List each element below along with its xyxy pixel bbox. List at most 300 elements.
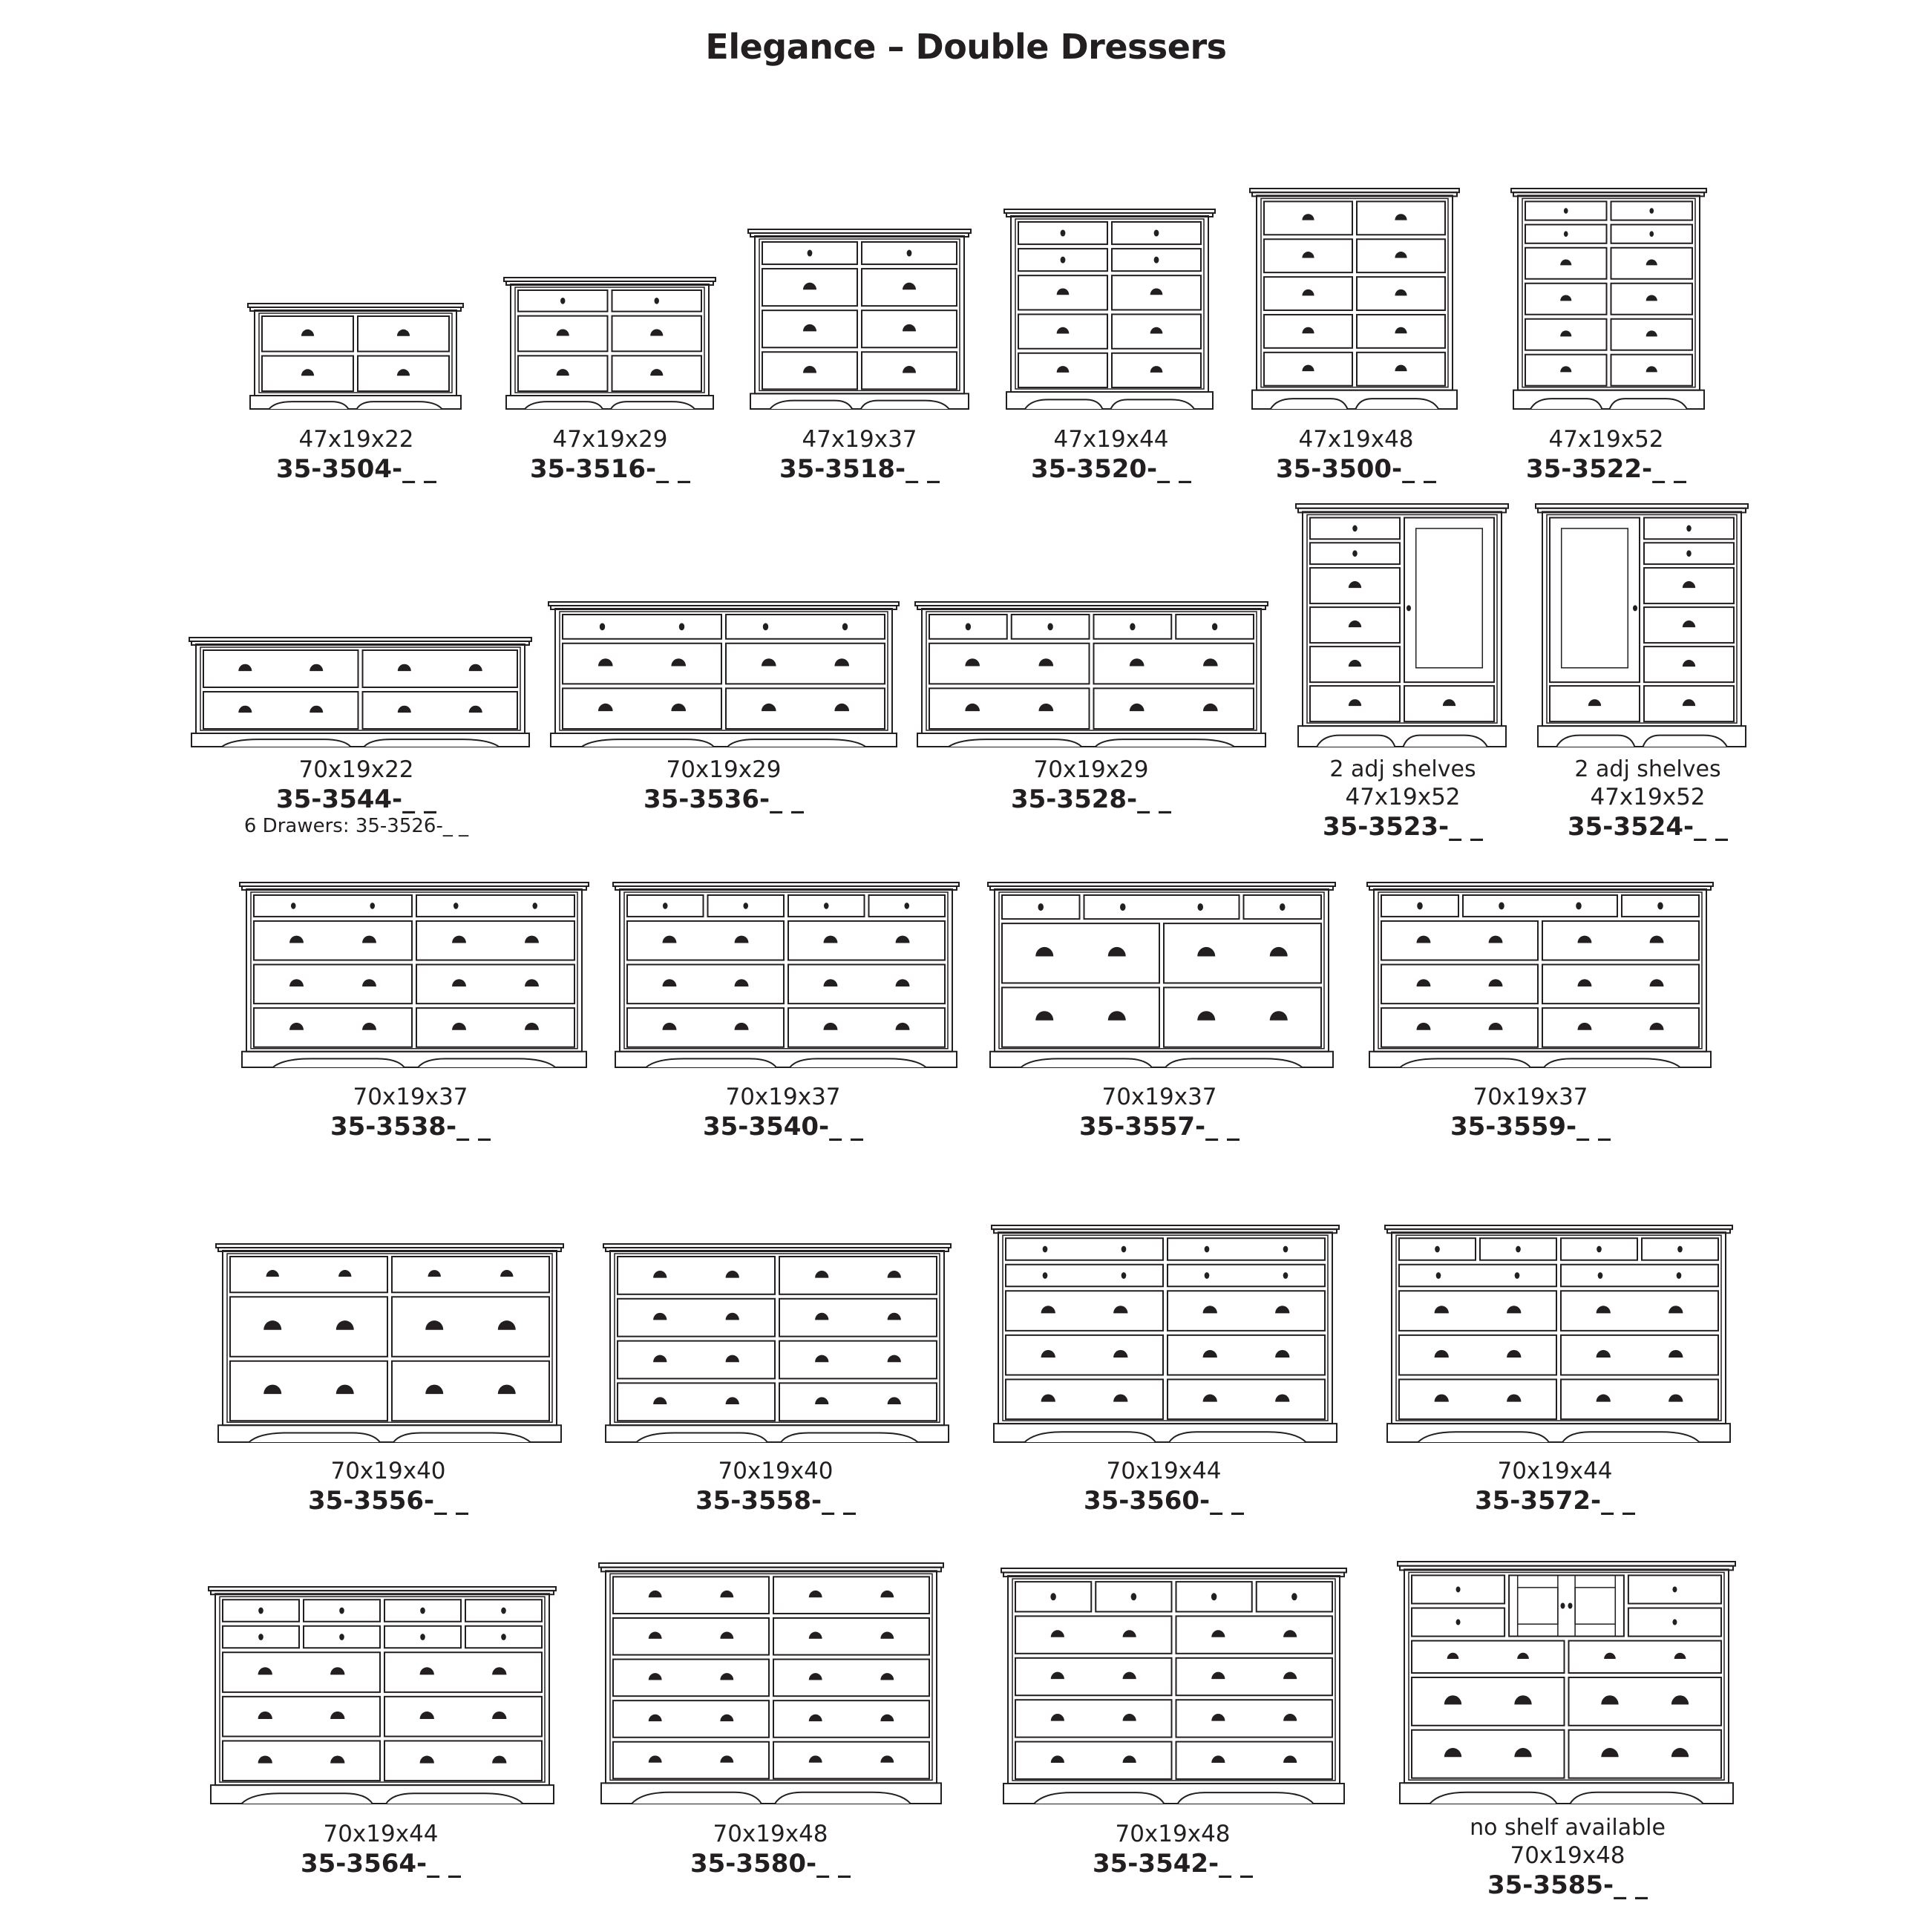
dresser-icon	[1366, 882, 1714, 1067]
cup-pull-icon	[258, 1667, 272, 1674]
dresser-icon	[991, 1225, 1340, 1442]
dresser-icon	[503, 277, 716, 409]
product-dimensions: 47x19x22	[298, 426, 414, 453]
cup-pull-icon	[1051, 1755, 1064, 1763]
drawer	[1112, 222, 1201, 244]
knob-icon	[1154, 257, 1159, 263]
product-dimensions: 47x19x37	[802, 426, 917, 453]
cup-pull-icon	[492, 1756, 506, 1764]
cup-pull-icon	[809, 1632, 822, 1639]
product-caption	[978, 1460, 1349, 1518]
cup-pull-icon	[258, 1712, 272, 1719]
knob-icon	[1198, 903, 1204, 911]
cup-pull-icon	[1560, 366, 1571, 372]
cup-pull-icon	[880, 1715, 894, 1721]
drawer	[1611, 284, 1693, 315]
knob-icon	[1130, 623, 1135, 630]
product-dimensions: 70x19x48	[713, 1821, 828, 1847]
drawer	[358, 316, 449, 352]
cabinet-door	[1550, 517, 1640, 682]
knob-icon	[453, 903, 459, 909]
cup-pull-icon	[1051, 1714, 1064, 1721]
cup-pull-icon	[762, 658, 776, 666]
cup-pull-icon	[238, 664, 252, 671]
knob-icon	[1043, 1272, 1048, 1279]
drawer	[1310, 543, 1400, 564]
drawer	[762, 242, 857, 264]
cup-pull-icon	[289, 936, 304, 943]
drawer	[518, 316, 608, 352]
dresser-drawing	[987, 882, 1336, 1067]
drawer	[358, 356, 449, 392]
cup-pull-icon	[888, 1271, 901, 1278]
dresser-icon	[747, 229, 972, 409]
drawer	[1542, 1008, 1699, 1047]
drawer	[518, 356, 608, 391]
drawer	[627, 1008, 784, 1047]
cup-pull-icon	[1130, 658, 1145, 666]
cup-pull-icon	[1113, 1306, 1127, 1313]
knob-icon	[1283, 1246, 1288, 1253]
drawer	[1006, 1379, 1163, 1419]
cup-pull-icon	[1435, 1350, 1449, 1358]
product-code: 35-3560-_ _	[1083, 1486, 1244, 1516]
dresser-icon	[1249, 188, 1460, 409]
drawer	[627, 895, 704, 917]
knob-icon	[1657, 902, 1663, 909]
cup-pull-icon	[1108, 947, 1126, 957]
cup-pull-icon	[735, 1023, 749, 1030]
drawer	[762, 352, 857, 389]
knob-icon	[1205, 1246, 1210, 1253]
drawer	[223, 1741, 380, 1781]
dresser-drawing	[1384, 1225, 1733, 1442]
drawer	[1381, 965, 1538, 1004]
drawer	[1168, 1265, 1325, 1286]
cup-pull-icon	[1671, 1695, 1689, 1704]
product-code: 35-3538-_ _	[330, 1112, 491, 1142]
knob-icon	[1436, 1272, 1441, 1279]
dresser-icon	[247, 303, 464, 409]
drawer	[416, 921, 574, 960]
cup-pull-icon	[1150, 289, 1163, 295]
cup-pull-icon	[1051, 1672, 1064, 1680]
drawer	[1611, 355, 1693, 386]
knob-icon	[1672, 1620, 1677, 1625]
dresser-icon	[1001, 1568, 1347, 1804]
product-dimensions: 70x19x37	[1473, 1084, 1588, 1110]
drawer	[230, 1297, 387, 1356]
drawer	[1094, 688, 1254, 729]
drawer	[254, 895, 412, 917]
drawer	[726, 644, 885, 684]
drawer	[929, 615, 1007, 639]
dresser-icon	[1295, 503, 1509, 747]
cup-pull-icon	[653, 1397, 667, 1404]
cup-pull-icon	[420, 1712, 434, 1719]
knob-icon	[1576, 902, 1582, 909]
drawer	[254, 921, 412, 960]
drawer	[363, 692, 518, 729]
cup-pull-icon	[1203, 658, 1218, 666]
cup-pull-icon	[397, 330, 410, 336]
drawer	[1525, 319, 1607, 350]
drawer	[1168, 1238, 1325, 1260]
cup-pull-icon	[809, 1673, 822, 1680]
drawer	[1264, 201, 1352, 235]
drawer	[1644, 568, 1734, 603]
cup-pull-icon	[1038, 704, 1053, 711]
cup-pull-icon	[301, 369, 314, 376]
drawer	[1542, 965, 1699, 1004]
cup-pull-icon	[525, 1023, 539, 1030]
cup-pull-icon	[1435, 1306, 1449, 1313]
knob-icon	[1061, 257, 1066, 263]
product-caption	[195, 1823, 566, 1881]
knob-icon	[808, 250, 813, 257]
cup-pull-icon	[762, 704, 776, 711]
product-note: no shelf available	[1470, 1815, 1666, 1841]
cup-pull-icon	[1683, 660, 1695, 667]
drawer	[1015, 1582, 1091, 1611]
drawer	[613, 1618, 769, 1655]
drawer	[1561, 1335, 1718, 1375]
cup-pull-icon	[425, 1385, 443, 1395]
cup-pull-icon	[824, 979, 838, 986]
cup-pull-icon	[289, 1023, 304, 1030]
cup-pull-icon	[1578, 936, 1592, 943]
product-caption	[585, 1823, 956, 1881]
drawer	[862, 242, 957, 264]
drawer	[613, 1660, 769, 1697]
cup-pull-icon	[1203, 1350, 1217, 1358]
drawer	[1525, 355, 1607, 386]
drawer	[1611, 248, 1693, 279]
drawer	[1463, 895, 1617, 917]
drawer	[1176, 1700, 1333, 1737]
drawer	[1644, 543, 1734, 564]
product-dimensions: 70x19x29	[1033, 756, 1149, 783]
drawer	[1310, 607, 1400, 643]
cup-pull-icon	[289, 979, 304, 986]
cup-pull-icon	[397, 369, 410, 376]
cup-pull-icon	[336, 1385, 354, 1395]
product-code: 35-3520-_ _	[1030, 454, 1191, 484]
cup-pull-icon	[1108, 1011, 1126, 1021]
cabinet-doors	[1509, 1575, 1624, 1636]
knob-icon	[1672, 1586, 1677, 1592]
cup-pull-icon	[815, 1355, 828, 1363]
cup-pull-icon	[1395, 214, 1407, 220]
product-caption	[1369, 1460, 1741, 1518]
cup-pull-icon	[1683, 581, 1695, 588]
cup-pull-icon	[834, 704, 849, 711]
cup-pull-icon	[1041, 1350, 1055, 1358]
drawer	[1264, 277, 1352, 310]
dresser-icon	[548, 601, 900, 747]
cup-pull-icon	[1283, 1630, 1297, 1637]
product-code: 35-3544-_ _	[275, 785, 436, 814]
dresser-drawing	[598, 1562, 944, 1804]
cup-pull-icon	[663, 1023, 677, 1030]
drawer	[1412, 1730, 1565, 1778]
cup-pull-icon	[1588, 699, 1601, 706]
knob-icon	[1038, 903, 1044, 911]
drawer	[230, 1257, 387, 1292]
dresser-icon	[1535, 503, 1749, 747]
knob-icon	[420, 1608, 425, 1614]
drawer	[384, 1652, 542, 1692]
knob-icon	[1435, 1246, 1440, 1253]
knob-icon	[1352, 525, 1357, 532]
cup-pull-icon	[557, 329, 569, 335]
drawer	[1399, 1379, 1556, 1419]
cup-pull-icon	[649, 1591, 662, 1597]
drawer	[1018, 275, 1107, 310]
product-dimensions: 70x19x29	[666, 756, 782, 783]
knob-icon	[679, 623, 684, 630]
drawer	[788, 1008, 945, 1047]
cup-pull-icon	[1669, 1395, 1683, 1402]
cup-pull-icon	[903, 283, 916, 289]
cup-pull-icon	[880, 1632, 894, 1639]
knob-icon	[1121, 1272, 1127, 1279]
knob-icon	[501, 1608, 506, 1614]
cup-pull-icon	[965, 704, 980, 711]
product-note: 2 adj shelves	[1574, 756, 1721, 782]
cup-pull-icon	[1349, 581, 1361, 588]
dresser-icon	[987, 882, 1336, 1067]
knob-icon	[1564, 208, 1568, 214]
dresser-drawing	[189, 637, 532, 747]
dresser-icon	[603, 1243, 952, 1442]
drawer	[1611, 319, 1693, 350]
drawer	[612, 356, 702, 391]
drawer	[1015, 1700, 1172, 1737]
cup-pull-icon	[1435, 1395, 1449, 1402]
drawer	[788, 895, 865, 917]
cup-pull-icon	[362, 1023, 376, 1030]
cup-pull-icon	[1597, 1350, 1611, 1358]
drawer	[1310, 568, 1400, 603]
cup-pull-icon	[598, 658, 613, 666]
drawer	[1399, 1265, 1556, 1286]
cup-pull-icon	[1123, 1755, 1136, 1763]
cup-pull-icon	[525, 936, 539, 943]
drawer	[1569, 1730, 1722, 1778]
cup-pull-icon	[1507, 1395, 1521, 1402]
drawer	[1381, 1008, 1538, 1047]
cup-pull-icon	[1057, 366, 1070, 373]
dresser-icon	[215, 1243, 564, 1442]
cup-pull-icon	[362, 936, 376, 943]
cup-pull-icon	[653, 1313, 667, 1320]
knob-icon	[1677, 1272, 1682, 1279]
product-dimensions: 47x19x48	[1298, 426, 1414, 453]
cup-pull-icon	[1650, 1023, 1664, 1030]
product-dimensions: 70x19x48	[1115, 1821, 1231, 1847]
drawer	[1412, 1608, 1504, 1637]
cup-pull-icon	[336, 1320, 354, 1330]
cup-pull-icon	[1489, 936, 1503, 943]
cup-pull-icon	[258, 1756, 272, 1764]
drawer	[773, 1660, 929, 1697]
cup-pull-icon	[803, 366, 816, 373]
drawer	[1310, 686, 1400, 721]
drawer	[1002, 923, 1159, 983]
dresser-drawing	[1003, 209, 1216, 409]
knob-icon	[1291, 1593, 1297, 1600]
product-code: 35-3556-_ _	[307, 1486, 468, 1516]
cup-pull-icon	[1443, 699, 1455, 706]
product-caption	[1382, 1817, 1753, 1902]
cup-pull-icon	[1283, 1672, 1297, 1680]
cup-pull-icon	[1650, 979, 1664, 986]
cup-pull-icon	[1489, 979, 1503, 986]
cup-pull-icon	[1349, 699, 1361, 706]
drawer	[862, 269, 957, 306]
product-caption	[538, 756, 909, 816]
drawer	[1168, 1335, 1325, 1375]
dresser-drawing	[747, 229, 972, 409]
drawer	[416, 1008, 574, 1047]
knob-icon	[1050, 1593, 1056, 1600]
product-caption	[1345, 1086, 1716, 1144]
cup-pull-icon	[1683, 699, 1695, 706]
cup-pull-icon	[880, 1591, 894, 1597]
drawer	[1176, 1582, 1252, 1611]
cup-pull-icon	[809, 1591, 822, 1597]
drawer	[773, 1700, 929, 1738]
knob-icon	[1597, 1246, 1602, 1253]
drawer	[762, 310, 857, 347]
drawer	[869, 895, 946, 917]
cup-pull-icon	[1669, 1350, 1683, 1358]
product-caption	[987, 1823, 1358, 1881]
knob-icon	[370, 903, 375, 909]
drawer	[1264, 353, 1352, 386]
drawer	[1525, 201, 1607, 220]
page-title: Elegance – Double Dressers	[705, 27, 1227, 67]
knob-icon	[501, 1634, 506, 1640]
cup-pull-icon	[1683, 620, 1695, 627]
cup-pull-icon	[398, 664, 411, 671]
drawer	[203, 650, 358, 687]
drawer	[1561, 1379, 1718, 1419]
dresser-drawing	[612, 882, 960, 1067]
cup-pull-icon	[1150, 366, 1163, 373]
drawer	[1244, 895, 1322, 919]
cup-pull-icon	[1417, 1023, 1431, 1030]
cup-pull-icon	[1417, 979, 1431, 986]
cup-pull-icon	[1507, 1306, 1521, 1313]
cup-pull-icon	[1650, 936, 1664, 943]
cup-pull-icon	[1035, 1011, 1053, 1021]
drawer	[1381, 921, 1538, 960]
drawer	[223, 1599, 299, 1621]
cup-pull-icon	[420, 1667, 434, 1674]
product-alt-code: 6 Drawers: 35-3526-_ _	[243, 815, 469, 837]
product-caption	[597, 1086, 969, 1144]
cup-pull-icon	[238, 706, 252, 713]
drawer	[1525, 225, 1607, 243]
drawer	[1176, 1658, 1333, 1695]
product-dimensions: 70x19x22	[298, 756, 414, 783]
cup-pull-icon	[1203, 704, 1218, 711]
product-caption	[1462, 756, 1833, 844]
cup-pull-icon	[1578, 1023, 1592, 1030]
dresser-drawing	[1535, 503, 1749, 747]
drawer	[1096, 1582, 1171, 1611]
drawer	[563, 688, 721, 729]
cup-pull-icon	[310, 706, 323, 713]
drawer	[773, 1742, 929, 1779]
cup-pull-icon	[492, 1667, 506, 1674]
cup-pull-icon	[1302, 252, 1314, 258]
drawer	[1399, 1291, 1556, 1331]
cup-pull-icon	[671, 704, 686, 711]
cup-pull-icon	[896, 936, 910, 943]
cup-pull-icon	[452, 1023, 466, 1030]
cup-pull-icon	[1395, 252, 1407, 258]
cup-pull-icon	[720, 1673, 733, 1680]
cup-pull-icon	[726, 1313, 739, 1320]
cup-pull-icon	[452, 979, 466, 986]
cup-pull-icon	[1395, 289, 1407, 295]
cup-pull-icon	[398, 706, 411, 713]
product-code: 35-3558-_ _	[695, 1486, 856, 1516]
knob-icon	[1131, 1593, 1137, 1600]
drawer	[262, 356, 353, 392]
drawer	[1622, 895, 1699, 917]
cup-pull-icon	[1041, 1306, 1055, 1313]
drawer	[1168, 1379, 1325, 1419]
drawer	[1006, 1265, 1163, 1286]
drawer	[779, 1299, 937, 1337]
cup-pull-icon	[1395, 365, 1407, 371]
drawer	[1525, 248, 1607, 279]
cup-pull-icon	[649, 1673, 662, 1680]
product-dimensions: 70x19x44	[323, 1821, 439, 1847]
knob-icon	[291, 903, 296, 909]
dresser-drawing	[603, 1243, 952, 1442]
cup-pull-icon	[263, 1385, 281, 1395]
knob-icon	[1499, 902, 1504, 909]
drawer	[779, 1341, 937, 1379]
cup-pull-icon	[338, 1270, 351, 1277]
drawer	[1112, 353, 1201, 387]
cup-pull-icon	[1150, 327, 1163, 334]
cup-pull-icon	[896, 979, 910, 986]
drawer	[384, 1741, 542, 1781]
drawer	[1569, 1641, 1722, 1673]
drawer	[1644, 646, 1734, 682]
drawer	[1018, 314, 1107, 348]
drawer	[1561, 1265, 1718, 1286]
cup-pull-icon	[1123, 1714, 1136, 1721]
product-note: 2 adj shelves	[1329, 756, 1476, 782]
drawer	[304, 1626, 380, 1648]
cup-pull-icon	[650, 329, 663, 335]
cup-pull-icon	[1275, 1306, 1289, 1313]
cup-pull-icon	[1211, 1630, 1225, 1637]
drawer	[465, 1626, 542, 1648]
drawer	[1018, 222, 1107, 244]
drawer	[618, 1299, 775, 1337]
product-caption	[171, 756, 542, 841]
drawer	[1644, 686, 1734, 721]
cup-pull-icon	[653, 1355, 667, 1363]
